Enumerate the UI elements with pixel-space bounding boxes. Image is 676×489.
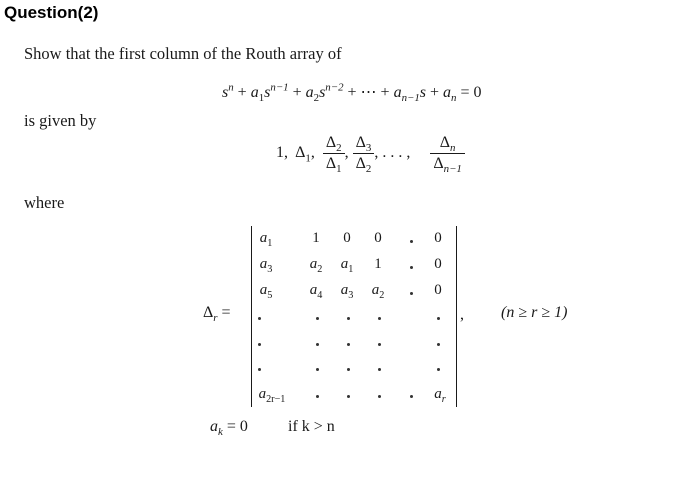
frac2-den: Δ xyxy=(355,155,366,172)
det-dot xyxy=(378,395,381,398)
poly-s1-exp: n−1 xyxy=(270,81,289,94)
question-heading: Question(2) xyxy=(4,3,99,22)
det-trailing-comma: , xyxy=(460,306,464,323)
intro-text: Show that the first column of the Routh array of xyxy=(24,44,342,63)
det-dot xyxy=(437,317,440,320)
determinant-right-bar xyxy=(456,226,457,407)
det-row2-last: 0 xyxy=(434,256,442,272)
det-delta-sub: r xyxy=(213,312,218,325)
poly-s2: s xyxy=(319,84,326,101)
frac1-num-sub: 2 xyxy=(336,142,342,155)
frac3-num-sub: n xyxy=(450,142,456,155)
det-dot xyxy=(410,266,413,269)
determinant-left-bar xyxy=(251,226,252,407)
routh-first-column: 1, $\Delta_1$, $\frac{\Delta_2}{\Delta_1}$ , $\frac{\Delta_3}{\Delta_2}$ , . . . , $\frac{\Delta_n}{\Delta_{n-1}}$ xyxy=(276,134,465,173)
frac2-num: Δ xyxy=(355,134,366,151)
frac1-num: Δ xyxy=(325,134,337,151)
det-row3-col4: $a_2$ xyxy=(371,282,385,301)
footnote-equation xyxy=(210,418,248,439)
det-dot xyxy=(316,368,319,371)
det-dot xyxy=(316,343,319,346)
det-row2-col2: $a_2$ xyxy=(309,256,323,275)
det-dot xyxy=(347,343,350,346)
frac2-num-sub: 3 xyxy=(365,142,372,155)
footnote-rhs: = 0 xyxy=(226,418,248,435)
poly-rhs: = 0 xyxy=(460,84,482,101)
characteristic-polynomial: $s^n + a_1s^{n-1} + a_2s^{n-2}$ + ⋯ + $a_{n-1}s + a_n = 0$ xyxy=(222,81,482,105)
det-delta: Δ xyxy=(203,304,214,321)
det-dot xyxy=(258,368,261,371)
det-dot xyxy=(410,292,413,295)
det-dot xyxy=(378,343,381,346)
footnote-condition: if k > n xyxy=(288,418,335,435)
det-row3-last: 0 xyxy=(434,282,442,298)
det-dot xyxy=(410,395,413,398)
det-dot xyxy=(347,368,350,371)
poly-a1: a xyxy=(250,84,259,101)
det-row1-col2: 1 xyxy=(312,230,320,246)
det-dot xyxy=(437,343,440,346)
poly-s-exp: n xyxy=(228,81,234,94)
det-dot xyxy=(258,343,261,346)
poly-s3: s xyxy=(419,84,427,101)
det-row2-col3: $a_1$ xyxy=(340,256,354,275)
poly-s1: s xyxy=(264,84,271,101)
footnote-ak: a xyxy=(210,418,218,435)
seq-fraction-2-1 xyxy=(323,134,345,176)
det-cell-a2r-1: $a_{2r-1}$ xyxy=(258,386,286,405)
det-cell-a3: $a_3$ xyxy=(259,256,273,275)
det-dot xyxy=(258,317,261,320)
frac3-num: Δ xyxy=(439,134,451,151)
seq-dots: , . . . , xyxy=(374,144,411,162)
poly-s2-exp: n−2 xyxy=(325,81,344,94)
det-dot xyxy=(347,395,350,398)
det-cell-ar: $a_r$ xyxy=(434,386,446,405)
seq-delta1-sub: 1 xyxy=(305,152,311,165)
det-dot xyxy=(410,240,413,243)
det-row1-last: 0 xyxy=(434,230,442,246)
seq-delta1: Δ xyxy=(295,144,306,162)
det-dot xyxy=(347,317,350,320)
det-dot xyxy=(378,317,381,320)
frac1-den: Δ xyxy=(325,155,337,172)
frac2-den-sub: 2 xyxy=(365,163,372,176)
poly-an-sub: n xyxy=(451,92,457,105)
poly-a1-sub: 1 xyxy=(258,92,265,105)
given-by-text: is given by xyxy=(24,111,97,130)
det-row1-col3: 0 xyxy=(343,230,351,246)
seq-fraction-3-2 xyxy=(353,134,375,176)
det-dot xyxy=(378,368,381,371)
poly-s: s xyxy=(222,84,229,101)
seq-one: 1, xyxy=(276,144,288,162)
det-row1-col4: 0 xyxy=(374,230,382,246)
det-dot xyxy=(316,317,319,320)
det-row3-col2: $a_4$ xyxy=(309,282,323,301)
det-row3-col3: $a_3$ xyxy=(340,282,354,301)
frac1-den-sub: 1 xyxy=(336,163,342,176)
det-cell-a5: $a_5$ xyxy=(259,282,273,301)
determinant-lhs xyxy=(203,304,231,325)
poly-ellipsis: + ⋯ + xyxy=(347,84,390,101)
poly-a2: a xyxy=(305,84,314,101)
frac3-den-sub: n−1 xyxy=(443,163,462,176)
poly-a2-sub: 2 xyxy=(313,92,320,105)
seq-fraction-n xyxy=(430,134,465,176)
det-row2-col4: 1 xyxy=(374,256,382,272)
where-text: where xyxy=(24,193,65,212)
det-dot xyxy=(316,395,319,398)
footnote-ak-sub: k xyxy=(218,426,223,439)
det-equals: = xyxy=(221,304,231,321)
det-condition: (n ≥ r ≥ 1) xyxy=(501,304,568,321)
det-cell-a1: $a_1$ xyxy=(259,230,273,249)
poly-an1: a xyxy=(393,84,402,101)
frac3-den: Δ xyxy=(433,155,444,172)
det-dot xyxy=(437,368,440,371)
poly-an: a xyxy=(443,84,452,101)
poly-an1-sub: n−1 xyxy=(401,92,420,105)
